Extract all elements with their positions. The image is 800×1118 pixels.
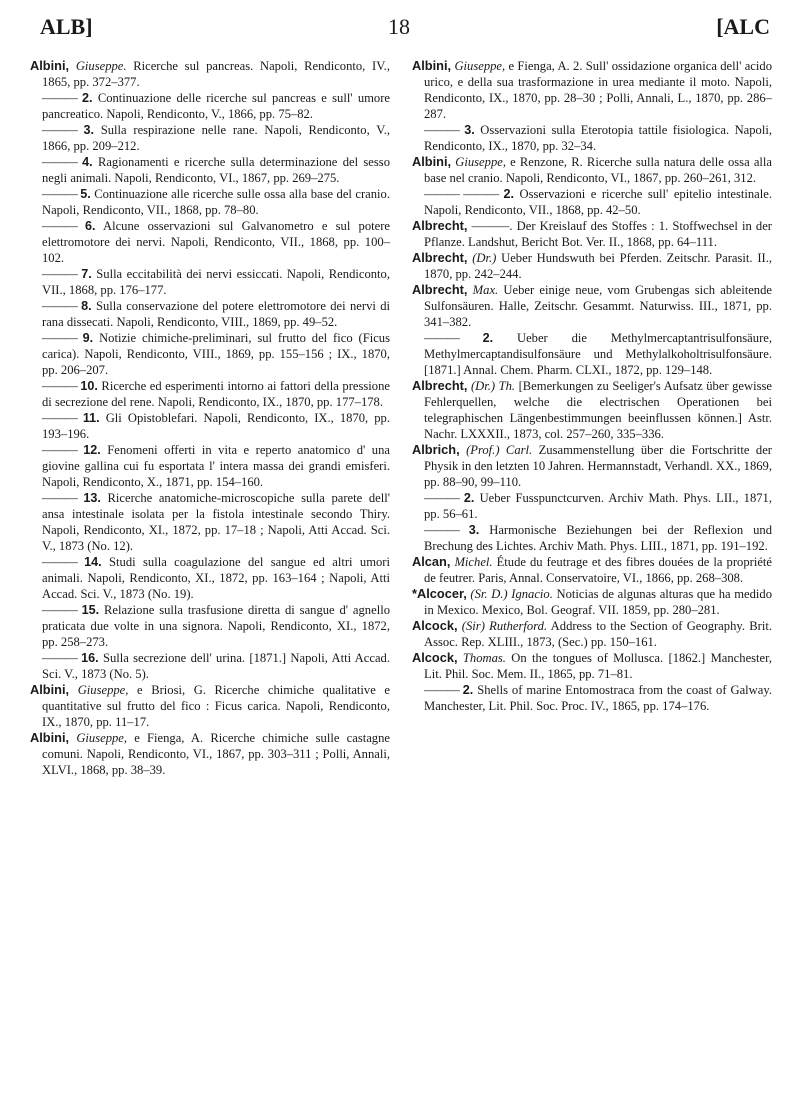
entry-number: 10. bbox=[80, 379, 98, 393]
entry-repeat-dash: ——— bbox=[424, 123, 459, 137]
bibliography-entry bbox=[412, 650, 772, 682]
entry-repeat-dash: ——— bbox=[42, 603, 77, 617]
bibliography-entry bbox=[412, 122, 772, 154]
entry-number: 2. bbox=[463, 491, 475, 505]
entry-text: ———. Der Kreislauf des Stoffes : 1. Stoffwechsel in der Pflanze. Landshut, Bericht Bot. Ver. II., 1868, pp. 64–111. bbox=[424, 219, 772, 249]
bibliography-entry bbox=[30, 58, 390, 90]
entry-repeat-dash: ——— bbox=[42, 123, 77, 137]
bibliography-entry bbox=[412, 618, 772, 650]
entry-repeat-dash: ——— bbox=[42, 299, 77, 313]
entry-author: Albini, bbox=[30, 58, 70, 73]
entry-number: 15. bbox=[81, 603, 100, 617]
entry-repeat-dash: ——— bbox=[42, 379, 77, 393]
entry-given-name: Giuseppe. bbox=[75, 59, 127, 73]
entry-repeat-dash: ——— bbox=[42, 491, 77, 505]
entry-number: 5. bbox=[80, 187, 91, 201]
entry-repeat-dash: ——— bbox=[42, 331, 77, 345]
entry-text: Zusammenstellung über die Fortschritte der Physik in den letzten 10 Jahren. Hermannstadt, Verhandl. XX., 1869, pp. 88–90, 99–110. bbox=[424, 443, 772, 489]
entry-number: 2. bbox=[482, 331, 494, 345]
entry-author: Albini, bbox=[412, 154, 452, 169]
entry-given-name: Max. bbox=[472, 283, 499, 297]
entry-text: Ricerche sul pancreas. Napoli, Rendiconto, IV., 1865, pp. 372–377. bbox=[42, 59, 390, 89]
entry-text: e Fienga, A. 2. Sull' ossidazione organica dell' acido urico, e della sua trasformazione in urea mediante il moto. Napoli, Rendiconto, IX., 1870, pp. 28–30 ; Polli, Annali, L., 1870, pp. 286–287. bbox=[424, 59, 772, 121]
entry-author: Alcan, bbox=[412, 554, 451, 569]
entry-repeat-dash: ——— bbox=[42, 91, 77, 105]
bibliography-entry bbox=[412, 250, 772, 282]
entry-repeat-dash: ——— bbox=[42, 267, 77, 281]
entry-number: 7. bbox=[81, 267, 92, 281]
entry-repeat-dash: ——— bbox=[424, 491, 459, 505]
bibliography-entry bbox=[30, 650, 390, 682]
entry-given-name: Thomas. bbox=[462, 651, 506, 665]
bibliography-entry bbox=[30, 602, 390, 650]
entry-given-name: Giuseppe, bbox=[455, 155, 506, 169]
entry-given-name: Giuseppe, bbox=[77, 683, 129, 697]
bibliography-entry bbox=[30, 410, 390, 442]
entry-number: 6. bbox=[84, 219, 96, 233]
entry-text: [Bemerkungen zu Seeliger's Aufsatz über gewisse Fehlerquellen, welche die electrischen Operationen bei telegraphischen Längenbestimmungen beeinflussen können.] Astr. Nachr. LXXXII., 1873, col. 257–260, 335–336. bbox=[424, 379, 772, 441]
bibliography-entry bbox=[30, 682, 390, 730]
page-number: 18 bbox=[388, 14, 410, 39]
entry-author: Albrecht, bbox=[412, 218, 468, 233]
entry-author: Albrich, bbox=[412, 442, 460, 457]
entry-repeat-dash: ——— bbox=[42, 651, 77, 665]
entry-text: Étude du feutrage et des fibres douées de la propriété de feutrer. Paris, Annal. Conservatoire, VI., 1866, pp. 268–308. bbox=[424, 555, 772, 585]
entry-text: Ragionamenti e ricerche sulla determinazione del sesso negli animali. Napoli, Rendiconto, VI., 1867, pp. 269–275. bbox=[42, 155, 390, 185]
entry-text: Relazione sulla trasfusione diretta di sangue d' agnello praticata due volte in una signora. Napoli, Rendiconto, XI., 1872, pp. 258–273. bbox=[42, 603, 390, 649]
entry-text: Harmonische Beziehungen bei der Reflexion und Brechung des Lichtes. Archiv Math. Phys. LIII., 1871, pp. 191–192. bbox=[424, 523, 773, 553]
entry-number: 9. bbox=[82, 331, 94, 345]
entry-repeat-dash: ——— bbox=[42, 219, 77, 233]
bibliography-entry bbox=[30, 266, 390, 298]
bibliography-entry bbox=[412, 330, 772, 378]
entry-author: *Alcocer, bbox=[412, 586, 467, 601]
left-column bbox=[30, 58, 390, 778]
bibliography-entry bbox=[30, 490, 390, 554]
bibliography-entry bbox=[412, 186, 772, 218]
bibliography-entry bbox=[30, 186, 390, 218]
entry-author: Albini, bbox=[30, 682, 70, 697]
entry-given-name: (Prof.) Carl. bbox=[466, 443, 533, 457]
entry-text: Ricerche anatomiche-microscopiche sulla parete dell' ansa intestinale isolata per la fistola intestinale secondo Thiry. Napoli, Rendiconto, XI., 1872, pp. 17–18 ; Napoli, Atti Accad. Sci. V., 1873 (No. 12). bbox=[42, 491, 390, 553]
bibliography-entry bbox=[30, 442, 390, 490]
right-column bbox=[412, 58, 772, 714]
entry-number: 12. bbox=[83, 443, 101, 457]
entry-text: Ricerche ed esperimenti intorno ai fattori della pressione di secrezione del rene. Napoli, Rendiconto, IX., 1870, pp. 177–178. bbox=[42, 379, 390, 409]
entry-author: Albrecht, bbox=[412, 378, 468, 393]
entry-text: Noticias de algunas alturas que ha medido in Mexico. Mexico, Bol. Geograf. VII. 1859, pp. 280–281. bbox=[424, 587, 773, 617]
entry-given-name: Michel. bbox=[454, 555, 493, 569]
entry-number: 14. bbox=[84, 555, 102, 569]
entry-author: Alcock, bbox=[412, 618, 458, 633]
bibliography-entry bbox=[30, 730, 390, 778]
entry-text: Ueber einige neue, vom Grubengas sich ableitende Sulfonsäuren. Halle, Zeitschr. Gesammt. Naturwiss. III., 1871, pp. 341–382. bbox=[424, 283, 772, 329]
bibliography-entry bbox=[412, 554, 772, 586]
entry-repeat-dash: ——— bbox=[42, 187, 77, 201]
entry-text: Sulla eccitabilità dei nervi essiccati. Napoli, Rendiconto, VII., 1868, pp. 176–177. bbox=[42, 267, 390, 297]
entry-repeat-dash: ——— bbox=[424, 683, 459, 697]
bibliography-entry bbox=[412, 490, 772, 522]
entry-text: e Renzone, R. Ricerche sulla natura delle ossa alla base nel cranio. Napoli, Rendiconto, VI., 1867, pp. 260–261, 312. bbox=[424, 155, 772, 185]
bibliography-entry bbox=[412, 522, 772, 554]
entry-text: Notizie chimiche-preliminari, sul frutto del fico (Ficus carica). Napoli, Rendiconto, VIII., 1869, pp. 155–156 ; IX., 1870, pp. 206–207. bbox=[42, 331, 390, 377]
bibliography-entry bbox=[30, 330, 390, 378]
bibliography-entry bbox=[412, 586, 772, 618]
bibliography-entry bbox=[30, 90, 390, 122]
entry-given-name: (Sr. D.) Ignacio. bbox=[470, 587, 553, 601]
entry-text: Sulla secrezione dell' urina. [1871.] Napoli, Atti Accad. Sci. V., 1873 (No. 5). bbox=[42, 651, 390, 681]
entry-text: Continuazione alle ricerche sulle ossa alla base del cranio. Napoli, Rendiconto, VII., 1868, pp. 78–80. bbox=[42, 187, 390, 217]
entry-text: Sulla conservazione del potere elettromotore dei nervi di rana dissecati. Napoli, Rendiconto, VIII., 1869, pp. 49–52. bbox=[42, 299, 390, 329]
entry-repeat-dash: ——— bbox=[42, 155, 77, 169]
entry-given-name: (Dr.) bbox=[472, 251, 497, 265]
entry-number: 2. bbox=[462, 683, 474, 697]
entry-text: Ueber Fusspunctcurven. Archiv Math. Phys. LII., 1871, pp. 56–61. bbox=[424, 491, 772, 521]
bibliography-entry bbox=[30, 218, 390, 266]
entry-text: Address to the Section of Geography. Brit. Assoc. Rep. XLIII., 1873, (Sec.) pp. 150–161. bbox=[424, 619, 772, 649]
entry-number: 3. bbox=[83, 123, 95, 137]
bibliography-entry bbox=[412, 58, 772, 122]
entry-given-name: (Sir) Rutherford. bbox=[461, 619, 548, 633]
entry-author: Albrecht, bbox=[412, 282, 468, 297]
entry-repeat-dash: ——— ——— bbox=[424, 187, 499, 201]
entry-number: 3. bbox=[464, 123, 475, 137]
entry-number: 4. bbox=[82, 155, 93, 169]
entry-given-name: (Dr.) Th. bbox=[470, 379, 516, 393]
entry-number: 2. bbox=[82, 91, 93, 105]
bibliography-entry bbox=[412, 154, 772, 186]
entry-author: Albini, bbox=[412, 58, 452, 73]
entry-given-name: Giuseppe, bbox=[76, 731, 128, 745]
entry-text: Gli Opistoblefari. Napoli, Rendiconto, IX., 1870, pp. 193–196. bbox=[42, 411, 391, 441]
bibliography-entry bbox=[412, 218, 772, 250]
bibliography-entry bbox=[30, 554, 390, 602]
header-left: ALB] bbox=[40, 14, 93, 39]
entry-repeat-dash: ——— bbox=[424, 523, 459, 537]
entry-repeat-dash: ——— bbox=[42, 411, 77, 425]
entry-repeat-dash: ——— bbox=[424, 331, 459, 345]
bibliography-entry bbox=[412, 442, 772, 490]
entry-text: Studi sulla coagulazione del sangue ed altri umori animali. Napoli, Rendiconto, XI., 1872, pp. 163–164 ; Napoli, Atti Accad. Sci. V., 1873 (No. 19). bbox=[42, 555, 390, 601]
entry-number: 8. bbox=[81, 299, 92, 313]
entry-text: Fenomeni offerti in vita e reperto anatomico d' una giovine gallina cui fu esportata l' intera massa dei grandi emisferi. Napoli, Rendiconto, X., 1871, pp. 154–160. bbox=[42, 443, 390, 489]
entry-number: 16. bbox=[81, 651, 99, 665]
entry-text: e Fienga, A. Ricerche chimiche sulle castagne comuni. Napoli, Rendiconto, VI., 1867, pp. 303–311 ; Polli, Annali, XLVI., 1868, pp. 38–39. bbox=[42, 731, 390, 777]
entry-number: 3. bbox=[468, 523, 480, 537]
entry-given-name: Giuseppe, bbox=[454, 59, 506, 73]
bibliography-entry bbox=[30, 154, 390, 186]
bibliography-entry bbox=[30, 298, 390, 330]
entry-text: On the tongues of Mollusca. [1862.] Manchester, Lit. Phil. Soc. Mem. II., 1865, pp. 71–81. bbox=[424, 651, 772, 681]
bibliography-entry bbox=[412, 378, 772, 442]
header-right: [ALC bbox=[716, 14, 770, 39]
entry-author: Alcock, bbox=[412, 650, 458, 665]
entry-text: Continuazione delle ricerche sul pancreas e sull' umore pancreatico. Napoli, Rendiconto, V., 1866, pp. 75–82. bbox=[42, 91, 391, 121]
entry-number: 2. bbox=[503, 187, 515, 201]
entry-text: Sulla respirazione nelle rane. Napoli, Rendiconto, V., 1866, pp. 209–212. bbox=[42, 123, 390, 153]
entry-number: 11. bbox=[82, 411, 100, 425]
bibliography-entry bbox=[412, 682, 772, 714]
entry-text: Osservazioni e ricerche sull' epitelio intestinale. Napoli, Rendiconto, VII., 1868, pp. 42–50. bbox=[424, 187, 772, 217]
entry-text: Ueber Hundswuth bei Pferden. Zeitschr. Parasit. II., 1870, pp. 242–244. bbox=[424, 251, 773, 281]
entry-text: Alcune osservazioni sul Galvanometro e sul potere elettromotore dei nervi. Napoli, Rendiconto, VII., 1868, pp. 100–102. bbox=[42, 219, 390, 265]
bibliography-entry bbox=[412, 282, 772, 330]
bibliography-entry bbox=[30, 378, 390, 410]
entry-number: 13. bbox=[83, 491, 101, 505]
entry-author: Albrecht, bbox=[412, 250, 468, 265]
running-header bbox=[40, 14, 770, 44]
entry-text: e Briosi, G. Ricerche chimiche qualitative e quantitative sul frutto del fico : Ficus carica. Napoli, Rendiconto, IX., 1870, pp. 11–17. bbox=[42, 683, 390, 729]
entry-author: Albini, bbox=[30, 730, 70, 745]
entry-text: Osservazioni sulla Eterotopia tattile fisiologica. Napoli, Rendiconto, IX., 1870, pp. 32–34. bbox=[424, 123, 772, 153]
bibliography-entry bbox=[30, 122, 390, 154]
entry-repeat-dash: ——— bbox=[42, 555, 77, 569]
entry-repeat-dash: ——— bbox=[42, 443, 77, 457]
entry-text: Ueber die Methylmercaptantrisulfonsäure, Methylmercaptandisulfonsäure und Methylalkoholtrisulfonsäure. [1871.] Annal. Chem. Pharm. CLXI., 1872, pp. 129–148. bbox=[424, 331, 773, 377]
entry-text: Shells of marine Entomostraca from the coast of Galway. Manchester, Lit. Phil. Soc. Proc. IV., 1865, pp. 174–176. bbox=[424, 683, 772, 713]
